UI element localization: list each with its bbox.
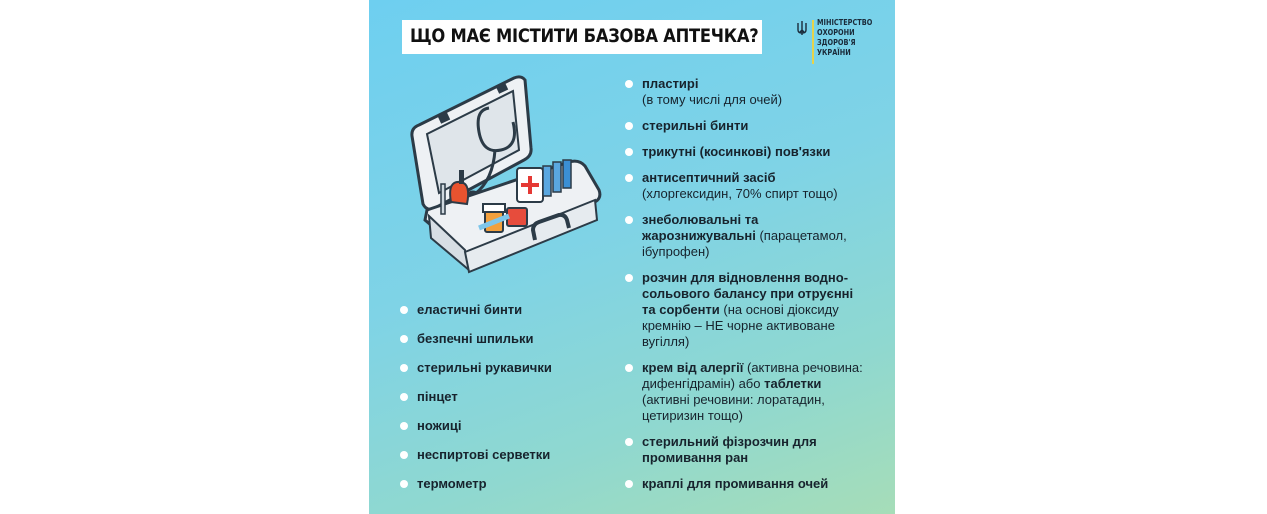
bullet-icon [625,274,633,282]
bullet-icon [400,451,408,459]
ministry-line-2: ОХОРОНИ [817,28,855,37]
list-item: пінцет [400,389,600,418]
bullet-icon [400,480,408,488]
list-item: еластичні бинти [400,302,600,331]
bullet-icon [625,122,633,130]
poster-title: ЩО МАЄ МІСТИТИ БАЗОВА АПТЕЧКА? [410,25,759,47]
list-item: стерильні рукавички [400,360,600,389]
list-item: стерильні бинти [625,118,865,134]
bullet-icon [625,174,633,182]
bullet-icon [625,438,633,446]
list-item: трикутні (косинкові) пов'язки [625,144,865,160]
list-item: краплі для промивання очей [625,476,865,492]
ministry-accent-bar [812,20,814,64]
ministry-line-3: ЗДОРОВ'Я [817,38,856,47]
list-item: крем від алергії (активна речовина: дифенгідрамін) або таблетки (активні речовини: лоратадин, цетиризин тощо) [625,360,865,424]
bullet-icon [400,393,408,401]
bullet-icon [400,422,408,430]
list-item: неспиртові серветки [400,447,600,476]
bullet-icon [400,335,408,343]
first-aid-kit-illustration [409,70,609,280]
list-item: антисептичний засіб (хлоргексидин, 70% спирт тощо) [625,170,865,202]
list-item: знеболювальні та жарознижувальні (парацетамол, ібупрофен) [625,212,865,260]
ministry-line-1: МІНІСТЕРСТВО [817,18,873,27]
list-item: термометр [400,476,600,505]
list-item: ножиці [400,418,600,447]
ministry-line-4: УКРАЇНИ [817,48,851,57]
first-aid-poster [369,0,895,514]
list-item: пластирі (в тому числі для очей) [625,76,865,108]
bullet-icon [625,216,633,224]
bullet-icon [625,148,633,156]
list-item: безпечні шпильки [400,331,600,360]
list-item: стерильний фізрозчин для промивання ран [625,434,865,466]
bullet-icon [625,364,633,372]
bullet-icon [625,480,633,488]
trident-icon [796,20,808,36]
right-item-list [625,76,865,502]
title-box [402,20,762,54]
bullet-icon [400,364,408,372]
left-item-list [400,302,600,505]
bullet-icon [625,80,633,88]
list-item: розчин для відновлення водно-сольового балансу при отруєнні та сорбенти (на основі діоксиду кремнію – НЕ чорне активоване вугілля) [625,270,865,350]
bullet-icon [400,306,408,314]
